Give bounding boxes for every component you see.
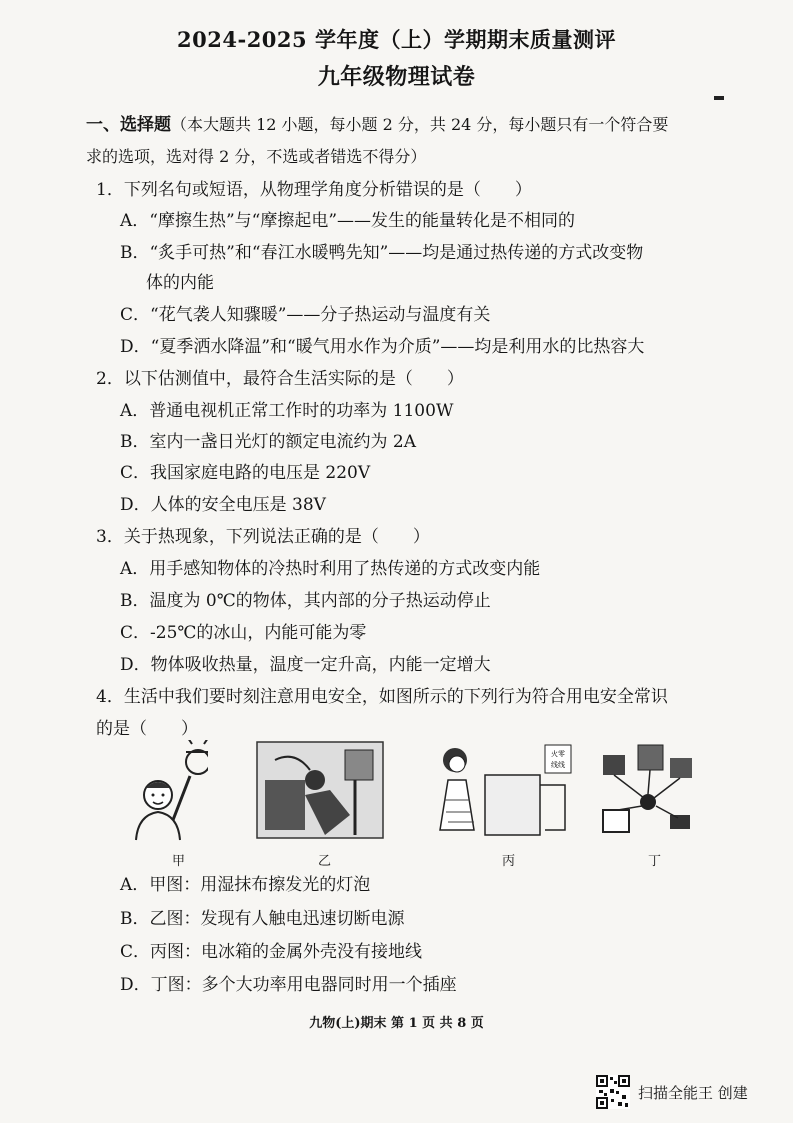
question-4-figures [120, 740, 720, 869]
figure-jia-image [128, 740, 208, 845]
q2-option-c: C．我国家庭电路的电压是 220V [120, 463, 371, 483]
q2-option-b: B．室内一盏日光灯的额定电流约为 2A [120, 432, 416, 452]
figure-sign-text: 火零 [551, 750, 565, 758]
section-instructions-1: （本大题共 12 小题，每小题 2 分，共 24 分，每小题只有一个符合要 [171, 115, 669, 134]
question-2-stem: 2．以下估测值中，最符合生活实际的是（ ） [96, 369, 464, 389]
q1-option-a: A．“摩擦生热”与“摩擦起电”——发生的能量转化是不相同的 [120, 211, 576, 231]
figure-label-ding: 丁 [648, 854, 662, 869]
q4-option-d: D．丁图：多个大功率用电器同时用一个插座 [120, 975, 457, 995]
q2-option-d: D．人体的安全电压是 38V [120, 495, 326, 515]
figure-bing-image [430, 740, 580, 845]
q1-option-b: B．“炙手可热”和“春江水暖鸭先知”——均是通过热传递的方式改变物 [120, 243, 644, 263]
figure-yi-image [255, 740, 385, 845]
figure-label-yi: 乙 [318, 854, 332, 869]
q4-option-b: B．乙图：发现有人触电迅速切断电源 [120, 909, 405, 929]
qr-code-icon [596, 1075, 630, 1109]
section-heading-line1 [86, 110, 668, 135]
q3-option-c: C．-25℃的冰山，内能可能为零 [120, 623, 367, 643]
exam-title: 2024-2025 学年度（上）学期期末质量测评 [177, 27, 616, 52]
q1-option-c: C．“花气袭人知骤暖”——分子热运动与温度有关 [120, 305, 491, 325]
svg-text:线线: 线线 [551, 761, 565, 769]
q1-option-d: D．“夏季洒水降温”和“暖气用水作为介质”——均是利用水的比热容大 [120, 337, 645, 357]
section-instructions-2: 求的选项，选对得 2 分，不选或者错选不得分） [86, 147, 427, 166]
page-footer: 九物(上)期末 第 1 页 共 8 页 [309, 1016, 484, 1031]
q1-option-b-cont: 体的内能 [146, 273, 214, 293]
scan-mark [714, 96, 724, 100]
exam-subtitle: 九年级物理试卷 [317, 64, 476, 90]
figure-label-bing: 丙 [502, 854, 516, 869]
q3-option-a: A．用手感知物体的冷热时利用了热传递的方式改变内能 [120, 559, 541, 579]
q2-option-a: A．普通电视机正常工作时的功率为 1100W [120, 401, 454, 421]
q3-option-d: D．物体吸收热量，温度一定升高，内能一定增大 [120, 655, 491, 675]
figure-ding-image [598, 740, 698, 845]
section-title: 一、选择题 [86, 115, 171, 135]
scanner-watermark-text: 扫描全能王 创建 [638, 1083, 748, 1102]
question-1-stem: 1．下列名句或短语，从物理学角度分析错误的是（ ） [96, 180, 532, 200]
question-4-stem-line1: 4．生活中我们要时刻注意用电安全，如图所示的下列行为符合用电安全常识 [96, 687, 668, 707]
question-3-stem: 3．关于热现象，下列说法正确的是（ ） [96, 527, 430, 547]
q4-option-c: C．丙图：电冰箱的金属外壳没有接地线 [120, 942, 423, 962]
q3-option-b: B．温度为 0℃的物体，其内部的分子热运动停止 [120, 591, 491, 611]
question-4-stem-line2: 的是（ ） [96, 719, 198, 739]
scanner-watermark [596, 1072, 748, 1112]
q4-option-a: A．甲图：用湿抹布擦发光的灯泡 [120, 875, 371, 895]
figure-label-jia: 甲 [172, 854, 186, 869]
